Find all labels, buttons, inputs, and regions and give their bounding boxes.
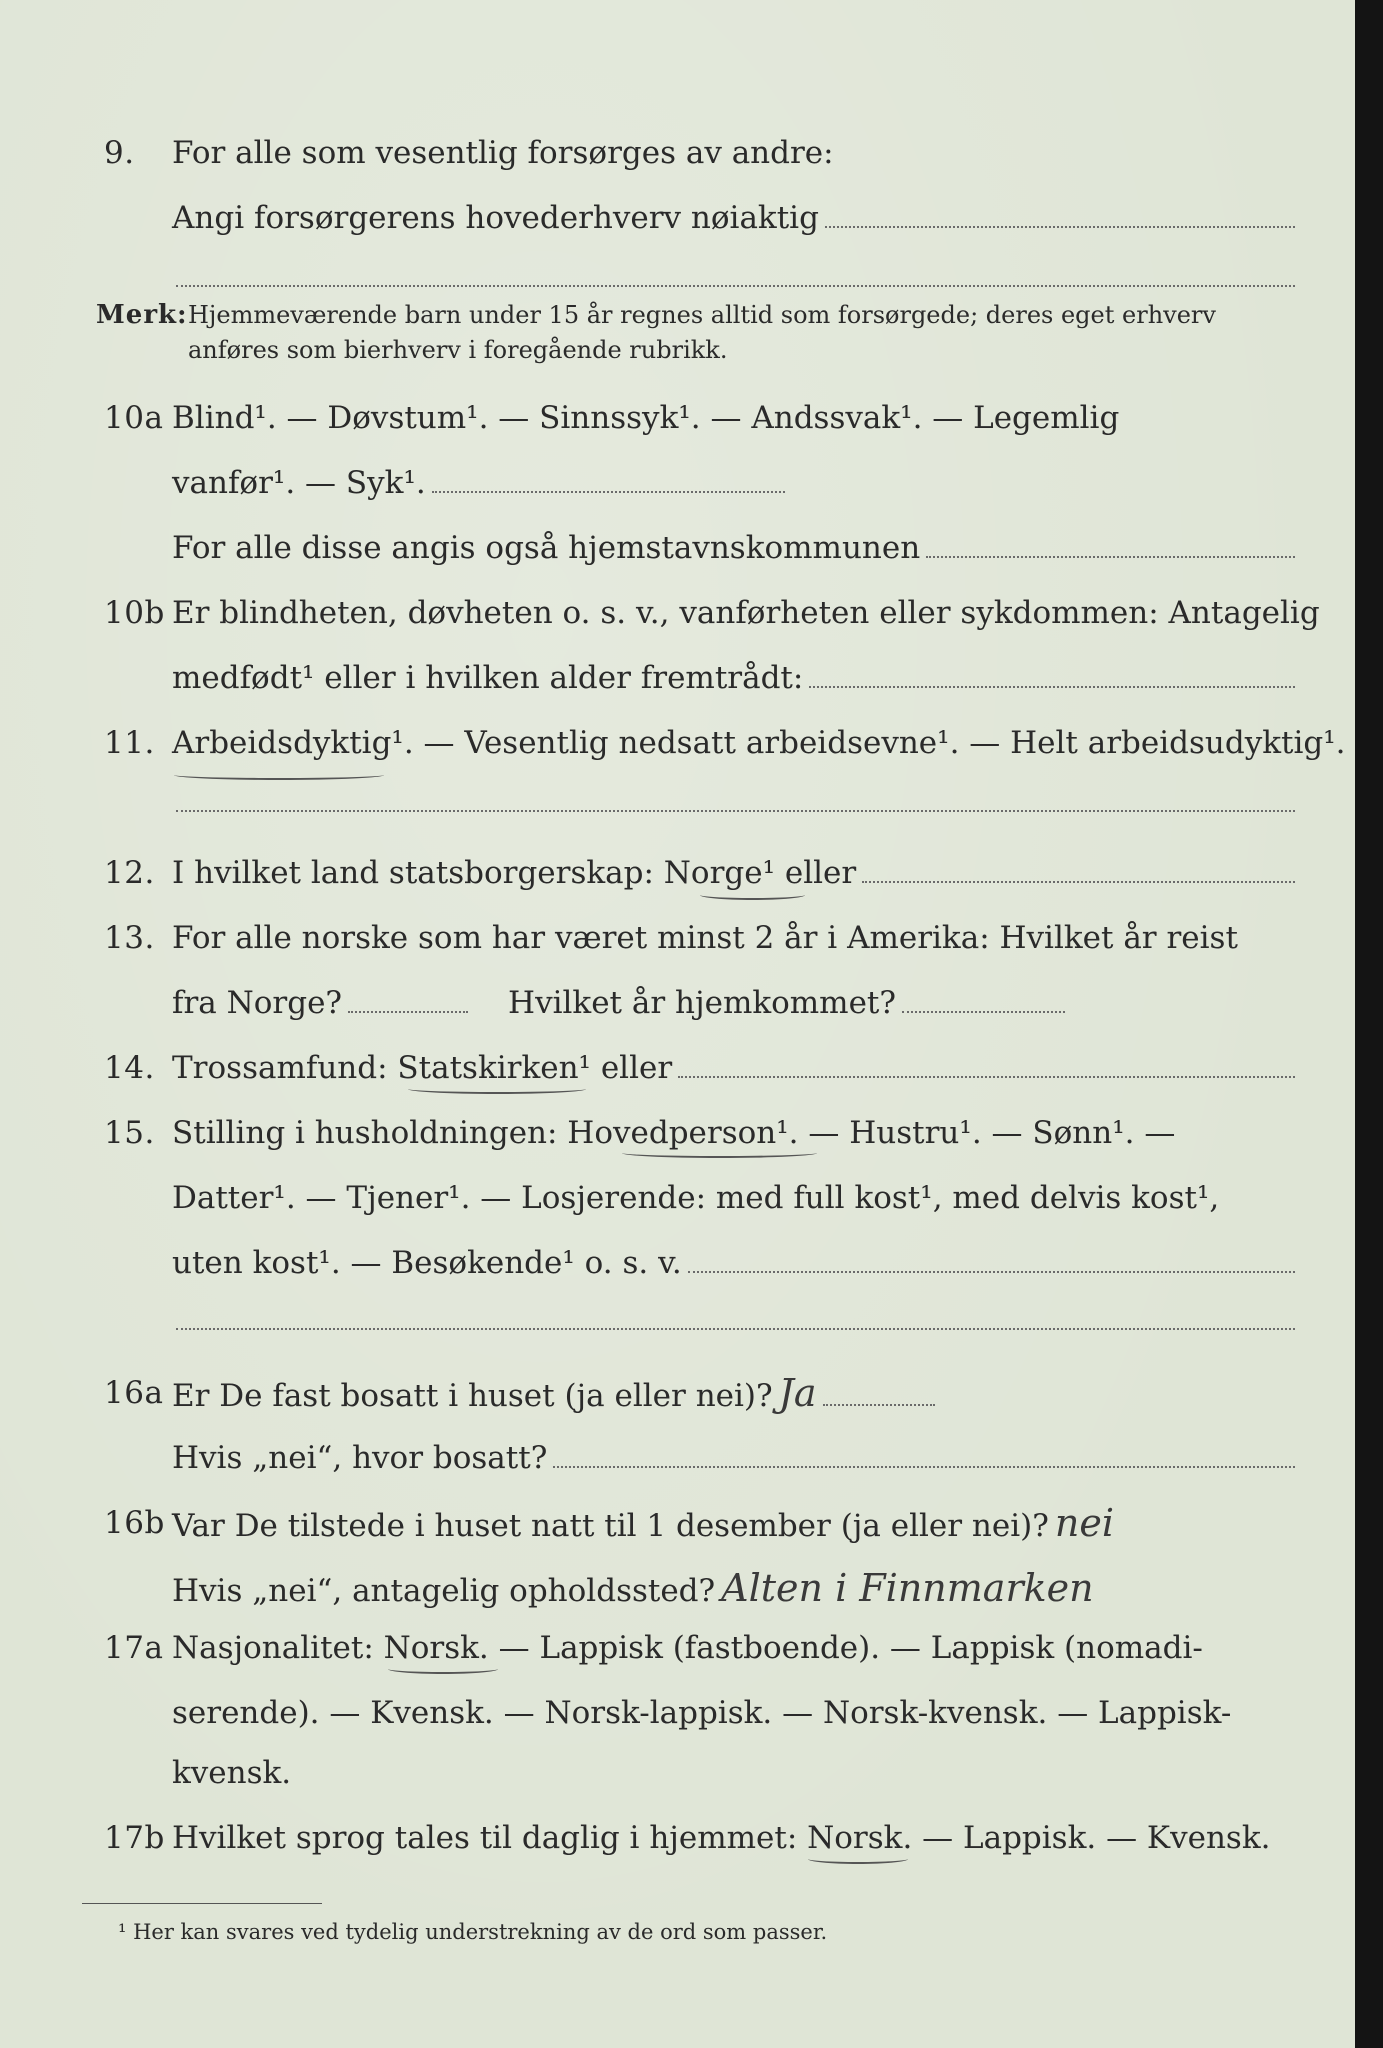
item-10a bbox=[0, 393, 1355, 453]
item-text: Nasjonalitet: Norsk. — Lappisk (fastboende). — Lappisk (nomadi- bbox=[172, 1630, 1203, 1666]
item-number: 9. bbox=[104, 135, 135, 171]
answer-line[interactable] bbox=[926, 556, 1295, 558]
answer-line[interactable] bbox=[432, 491, 785, 493]
item-9 bbox=[0, 128, 1355, 188]
item-15 bbox=[0, 1108, 1355, 1168]
handwritten-answer: nei bbox=[1054, 1501, 1114, 1545]
item-16b-line2 bbox=[0, 1563, 1355, 1623]
underline-mark bbox=[388, 1664, 498, 1674]
item-text: kvensk. bbox=[172, 1755, 292, 1791]
item-text: serende). — Kvensk. — Norsk-lappisk. — Norsk-kvensk. — Lappisk- bbox=[172, 1695, 1232, 1731]
answer-line[interactable] bbox=[862, 881, 1295, 883]
answer-line[interactable] bbox=[348, 1011, 468, 1013]
item-text: For alle disse angis også hjemstavnskommunen bbox=[172, 530, 921, 566]
item-13 bbox=[0, 913, 1355, 973]
item-text: Angi forsørgerens hovederhverv nøiaktig bbox=[172, 200, 819, 236]
item-14 bbox=[0, 1043, 1355, 1103]
item-number: 11. bbox=[104, 725, 155, 761]
handwritten-answer: Alten i Finnmarken bbox=[721, 1566, 1094, 1610]
item-15-line3 bbox=[0, 1238, 1355, 1298]
answer-line[interactable] bbox=[176, 810, 1295, 812]
item-number: 16a bbox=[104, 1375, 164, 1411]
item-text: Hvis „nei“, hvor bosatt? bbox=[172, 1440, 548, 1476]
item-text: Hvilket sprog tales til daglig i hjemmet: Norsk. — Lappisk. — Kvensk. bbox=[172, 1820, 1271, 1856]
note-line: Hjemmeværende barn under 15 år regnes alltid som forsørgede; deres eget erhverv bbox=[188, 301, 1216, 329]
item-10a-line2 bbox=[0, 458, 1355, 518]
answer-line[interactable] bbox=[825, 226, 1295, 228]
item-16a bbox=[0, 1368, 1355, 1428]
item-16b bbox=[0, 1498, 1355, 1558]
item-text: I hvilket land statsborgerskap: Norge¹ eller bbox=[172, 855, 857, 891]
note-line: anføres som bierhverv i foregående rubrikk. bbox=[188, 336, 728, 364]
item-17b bbox=[0, 1813, 1355, 1873]
footnote-rule bbox=[82, 1903, 322, 1904]
item-text: For alle som vesentlig forsørges av andre: bbox=[172, 135, 834, 171]
item-text: vanfør¹. — Syk¹. bbox=[172, 465, 426, 501]
item-text: Er De fast bosatt i huset (ja eller nei)? bbox=[172, 1378, 773, 1414]
item-number: 17b bbox=[104, 1820, 165, 1856]
item-12 bbox=[0, 848, 1355, 908]
item-number: 13. bbox=[104, 920, 155, 956]
item-text: Trossamfund: Statskirken¹ eller bbox=[172, 1050, 673, 1086]
item-text: medfødt¹ eller i hvilken alder fremtrådt: bbox=[172, 660, 804, 696]
item-17a-line2 bbox=[0, 1688, 1355, 1748]
handwritten-answer: Ja bbox=[778, 1371, 817, 1415]
item-text: Datter¹. — Tjener¹. — Losjerende: med full kost¹, med delvis kost¹, bbox=[172, 1180, 1220, 1216]
item-number: 16b bbox=[104, 1505, 165, 1541]
item-text: Er blindheten, døvheten o. s. v., vanførheten eller sykdommen: Antagelig bbox=[172, 595, 1320, 631]
underline-mark bbox=[700, 890, 805, 900]
answer-line[interactable] bbox=[553, 1466, 1295, 1468]
item-number: 14. bbox=[104, 1050, 155, 1086]
underline-mark bbox=[174, 770, 384, 780]
item-17a-line3 bbox=[0, 1748, 1355, 1808]
answer-line[interactable] bbox=[902, 1011, 1065, 1013]
item-9-line2 bbox=[0, 193, 1355, 253]
item-17a bbox=[0, 1623, 1355, 1683]
answer-line[interactable] bbox=[688, 1271, 1295, 1273]
item-number: 15. bbox=[104, 1115, 155, 1151]
item-10b-line2 bbox=[0, 653, 1355, 713]
item-11 bbox=[0, 718, 1355, 778]
item-10a-line3 bbox=[0, 523, 1355, 583]
item-text: Blind¹. — Døvstum¹. — Sinnssyk¹. — Andssvak¹. — Legemlig bbox=[172, 400, 1120, 436]
item-text: Stilling i husholdningen: Hovedperson¹. — Hustru¹. — Sønn¹. — bbox=[172, 1115, 1176, 1151]
item-text: Var De tilstede i huset natt til 1 desember (ja eller nei)? bbox=[172, 1508, 1049, 1544]
answer-line[interactable] bbox=[823, 1404, 935, 1406]
item-text: fra Norge? bbox=[172, 985, 343, 1021]
item-text: uten kost¹. — Besøkende¹ o. s. v. bbox=[172, 1245, 682, 1281]
item-text: Arbeidsdyktig¹. — Vesentlig nedsatt arbeidsevne¹. — Helt arbeidsudyktig¹. bbox=[172, 725, 1346, 761]
answer-line[interactable] bbox=[809, 686, 1295, 688]
item-number: 10b bbox=[104, 595, 165, 631]
item-number: 12. bbox=[104, 855, 155, 891]
answer-line[interactable] bbox=[176, 1328, 1295, 1330]
scan-edge bbox=[1355, 0, 1383, 2048]
item-text: Hvilket år hjemkommet? bbox=[508, 985, 897, 1021]
underline-mark bbox=[622, 1148, 817, 1158]
underline-mark bbox=[408, 1084, 586, 1094]
answer-line[interactable] bbox=[176, 285, 1295, 287]
note-merk bbox=[96, 298, 1316, 364]
item-number: 17a bbox=[104, 1630, 164, 1666]
footnote: ¹ Her kan svares ved tydelig understrekning av de ord som passer. bbox=[118, 1920, 828, 1944]
item-15-line2 bbox=[0, 1173, 1355, 1233]
underline-mark bbox=[808, 1854, 908, 1864]
item-16a-line2 bbox=[0, 1433, 1355, 1493]
answer-line[interactable] bbox=[678, 1076, 1295, 1078]
item-10b bbox=[0, 588, 1355, 648]
item-text: Hvis „nei“, antagelig opholdssted? bbox=[172, 1573, 716, 1609]
item-13-line2 bbox=[0, 978, 1355, 1038]
note-label: Merk: bbox=[96, 300, 188, 330]
item-number: 10a bbox=[104, 400, 164, 436]
item-text: For alle norske som har været minst 2 år i Amerika: Hvilket år reist bbox=[172, 920, 1238, 956]
